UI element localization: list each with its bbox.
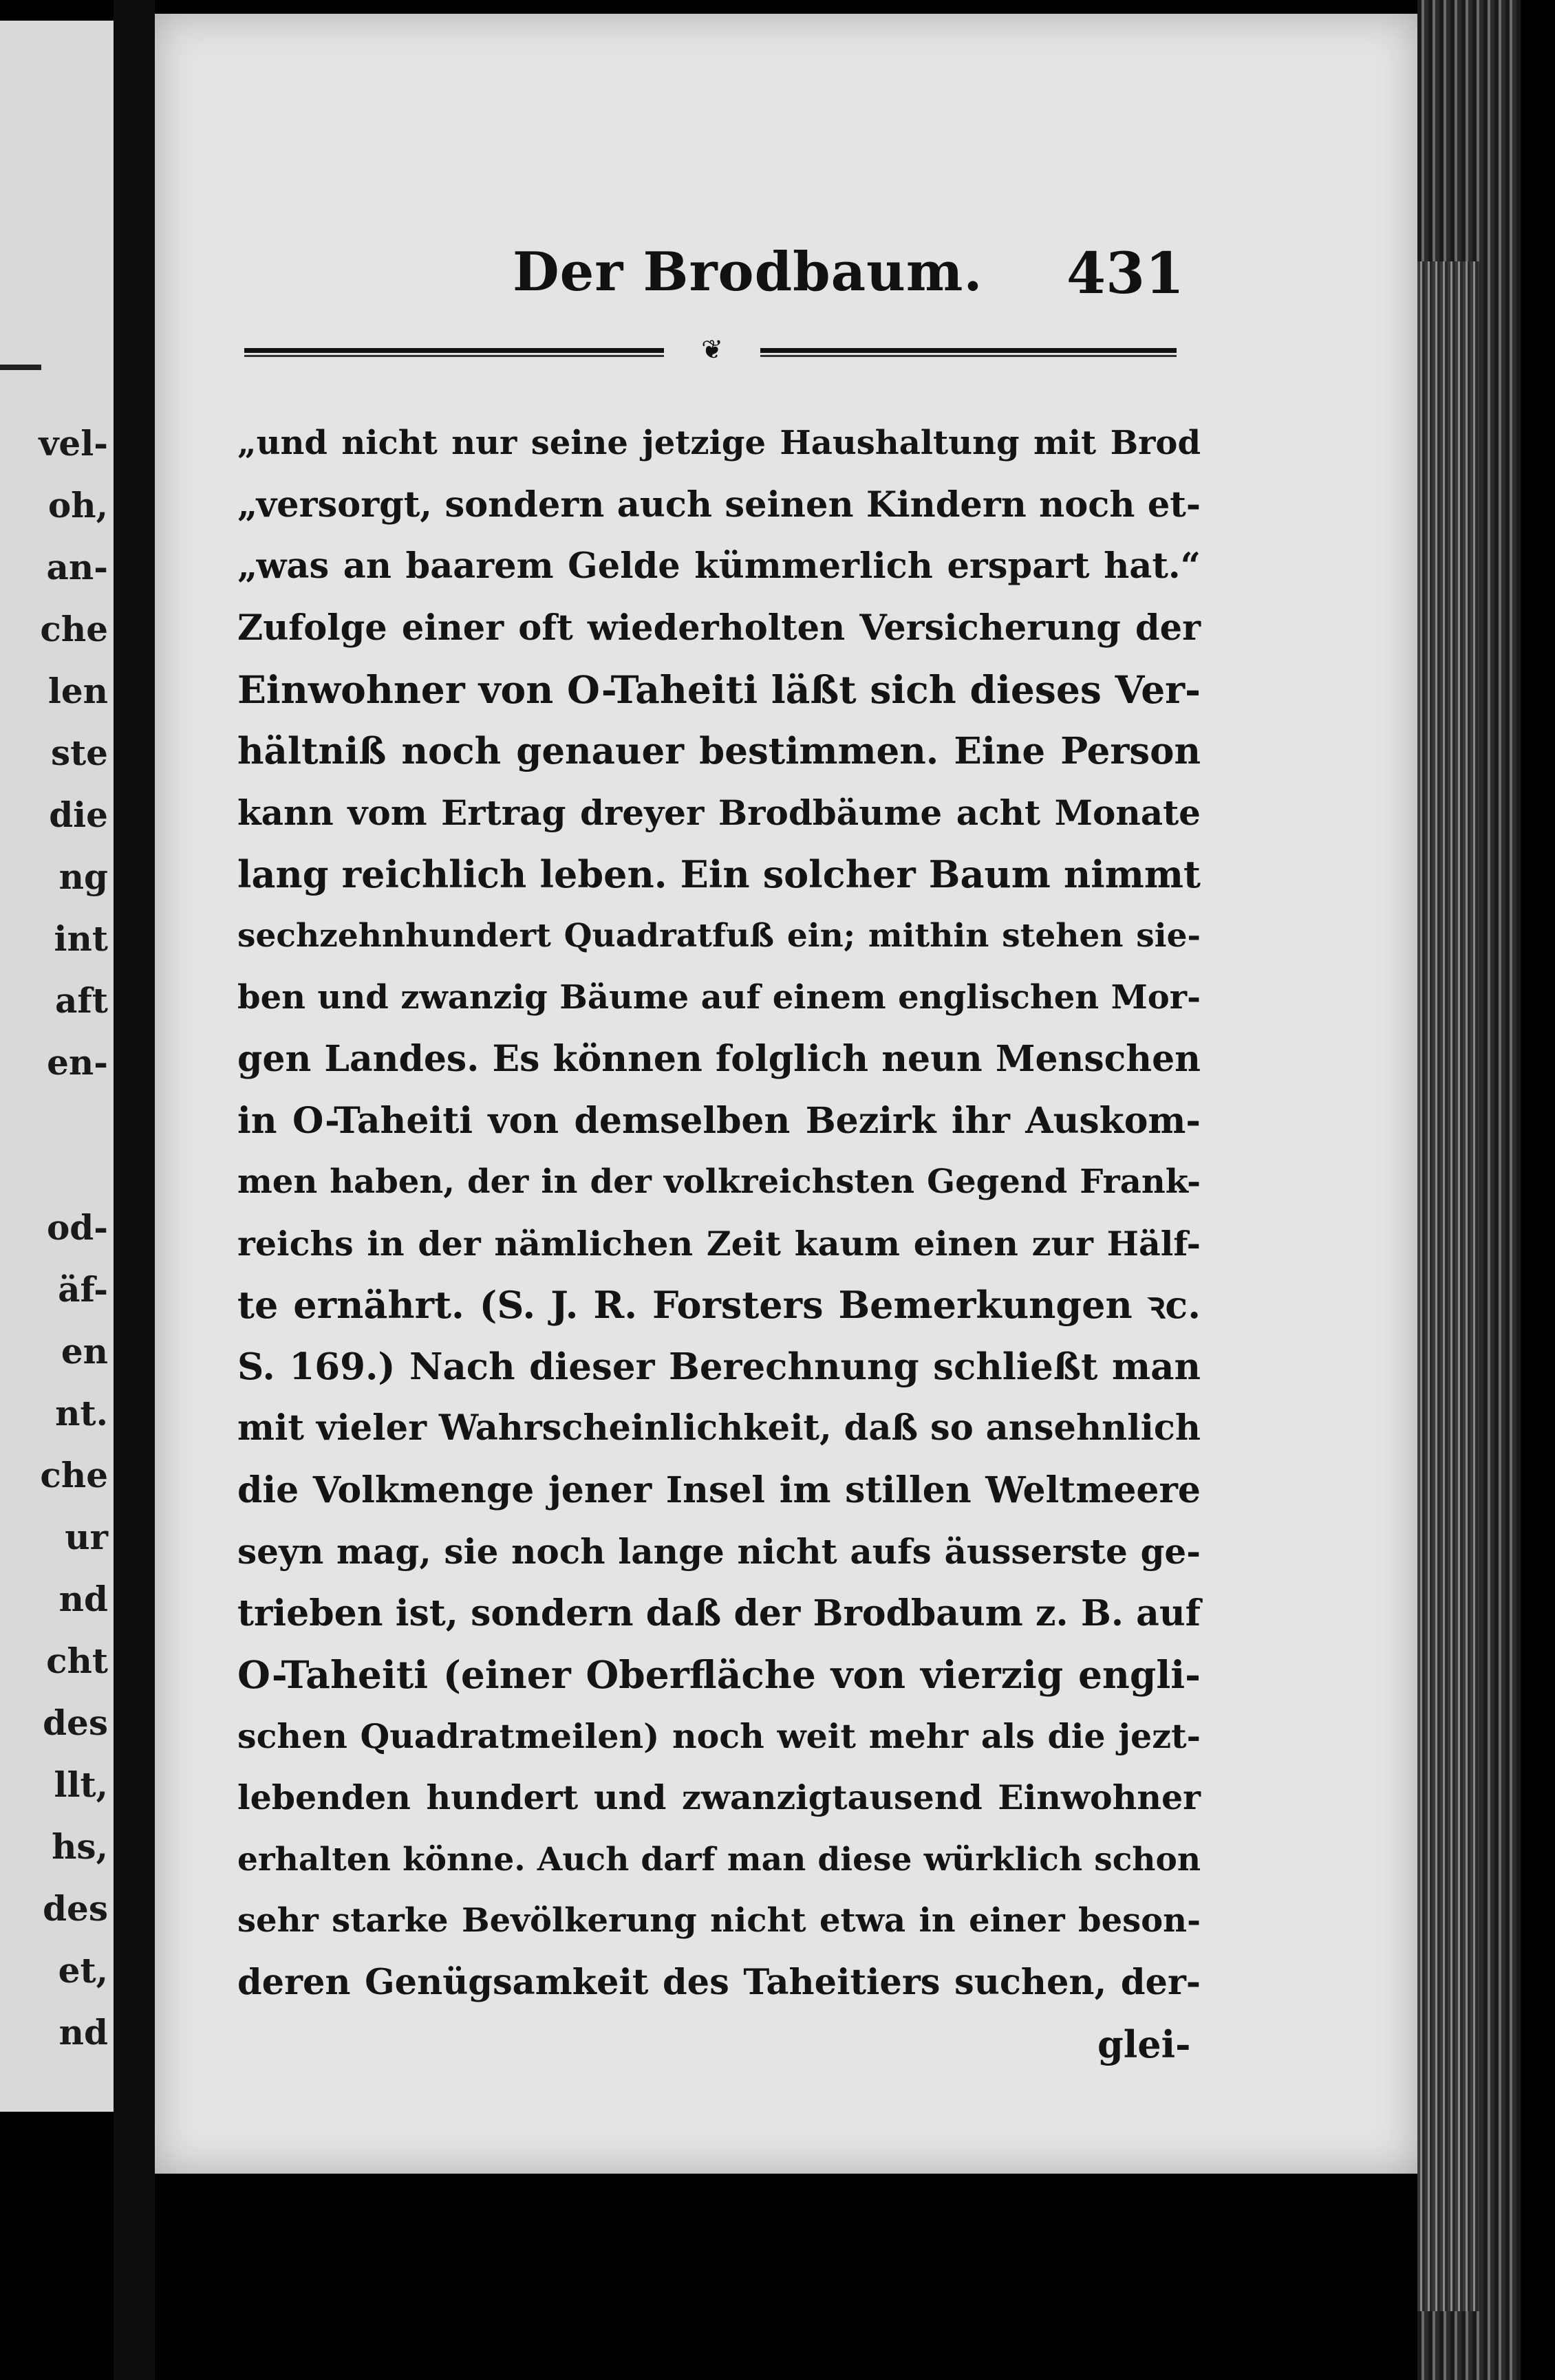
facing-page-fragment: ste bbox=[50, 733, 108, 773]
facing-page-fragment: ur bbox=[65, 1517, 108, 1557]
page-number: 431 bbox=[1066, 241, 1185, 307]
facing-page-fragment: che bbox=[40, 609, 108, 649]
facing-page-fragment: ng bbox=[58, 856, 108, 897]
text-line: men haben, der in der volkreichsten Gegend Frank- bbox=[237, 1162, 1201, 1201]
text-line: reichs in der nämlichen Zeit kaum einen zur Hälf- bbox=[237, 1223, 1201, 1264]
page-stack-edge bbox=[1417, 0, 1521, 2380]
text-line: Einwohner von O-Taheiti läßt sich dieses Ver- bbox=[237, 667, 1201, 712]
body-text bbox=[237, 413, 1201, 2013]
text-line: schen Quadratmeilen) noch weit mehr als die jezt- bbox=[237, 1716, 1201, 1756]
facing-page-fragment: vel- bbox=[39, 423, 108, 464]
text-line: gen Landes. Es können folglich neun Menschen bbox=[237, 1038, 1201, 1080]
running-title: Der Brodbaum. bbox=[513, 241, 983, 303]
facing-page-fragment: hs, bbox=[52, 1826, 108, 1867]
page-header bbox=[155, 220, 1417, 307]
facing-page-fragment: int bbox=[54, 918, 108, 959]
facing-page-fragment: len bbox=[47, 671, 108, 711]
facing-page-fragment: nd bbox=[58, 2012, 108, 2053]
text-line: „versorgt, sondern auch seinen Kindern noch et- bbox=[237, 484, 1201, 526]
text-line: O-Taheiti (einer Oberfläche von vierzig engli- bbox=[237, 1652, 1201, 1697]
facing-page-fragment: nt. bbox=[55, 1393, 108, 1434]
text-line: te ernährt. (S. J. R. Forsters Bemerkungen ꝛc. bbox=[237, 1283, 1201, 1327]
facing-page-fragment: en bbox=[61, 1331, 108, 1372]
page-stack-inner bbox=[1417, 261, 1479, 2311]
facing-page-fragment: die bbox=[49, 794, 108, 835]
text-line: sechzehnhundert Quadratfuß ein; mithin stehen sie- bbox=[237, 917, 1201, 955]
facing-page-fragment: oh, bbox=[47, 485, 108, 526]
text-line: erhalten könne. Auch darf man diese würklich schon bbox=[237, 1840, 1201, 1879]
text-line: deren Genügsamkeit des Taheitiers suchen, der- bbox=[237, 1961, 1201, 2003]
facing-page-fragment: nd bbox=[58, 1579, 108, 1619]
facing-page-fragment: od- bbox=[46, 1207, 108, 1248]
text-line: lebenden hundert und zwanzigtausend Einwohner bbox=[237, 1777, 1201, 1817]
facing-page-rule bbox=[0, 365, 41, 370]
text-line: S. 169.) Nach dieser Berechnung schließt man bbox=[237, 1345, 1201, 1388]
facing-page-edge bbox=[0, 21, 114, 2112]
text-line: hältniß noch genauer bestimmen. Eine Person bbox=[237, 729, 1201, 772]
facing-page-fragment: an- bbox=[46, 547, 108, 587]
text-line: ben und zwanzig Bäume auf einem englischen Mor- bbox=[237, 977, 1201, 1017]
text-line: „was an baarem Gelde kümmerlich erspart hat.“ bbox=[237, 545, 1201, 587]
facing-page-fragment: et, bbox=[58, 1950, 108, 1991]
facing-page-fragment: en- bbox=[47, 1042, 108, 1083]
text-line: die Volkmenge jener Insel im stillen Weltmeere bbox=[237, 1469, 1201, 1511]
facing-page-fragment: llt, bbox=[54, 1764, 108, 1805]
facing-page-fragment: des bbox=[43, 1702, 108, 1743]
flourish-ornament-icon: ❦ bbox=[664, 334, 760, 365]
text-line: lang reichlich leben. Ein solcher Baum nimmt bbox=[237, 852, 1201, 896]
facing-page-fragment: cht bbox=[46, 1641, 108, 1681]
text-line: „und nicht nur seine jetzige Haushaltung mit Brod bbox=[237, 424, 1201, 462]
text-line: in O-Taheiti von demselben Bezirk ihr Auskom- bbox=[237, 1099, 1201, 1142]
text-line: kann vom Ertrag dreyer Brodbäume acht Monate bbox=[237, 792, 1201, 833]
facing-page-fragment: aft bbox=[54, 980, 108, 1021]
text-line: sehr starke Bevölkerung nicht etwa in einer beson- bbox=[237, 1901, 1201, 1940]
facing-page-fragment: che bbox=[40, 1455, 108, 1495]
book-page bbox=[155, 14, 1417, 2174]
text-line: seyn mag, sie noch lange nicht aufs äusserste ge- bbox=[237, 1531, 1201, 1572]
text-line: Zufolge einer oft wiederholten Versicherung der bbox=[237, 607, 1201, 649]
ornamental-rule bbox=[244, 334, 1177, 365]
facing-page-fragment: äf- bbox=[58, 1269, 108, 1310]
text-line: mit vieler Wahrscheinlichkeit, daß so ansehnlich bbox=[237, 1407, 1201, 1449]
text-line: trieben ist, sondern daß der Brodbaum z. B. auf bbox=[237, 1592, 1201, 1634]
facing-page-fragment: des bbox=[43, 1888, 108, 1929]
book-gutter bbox=[114, 0, 155, 2380]
catchword: glei- bbox=[1097, 2022, 1191, 2066]
